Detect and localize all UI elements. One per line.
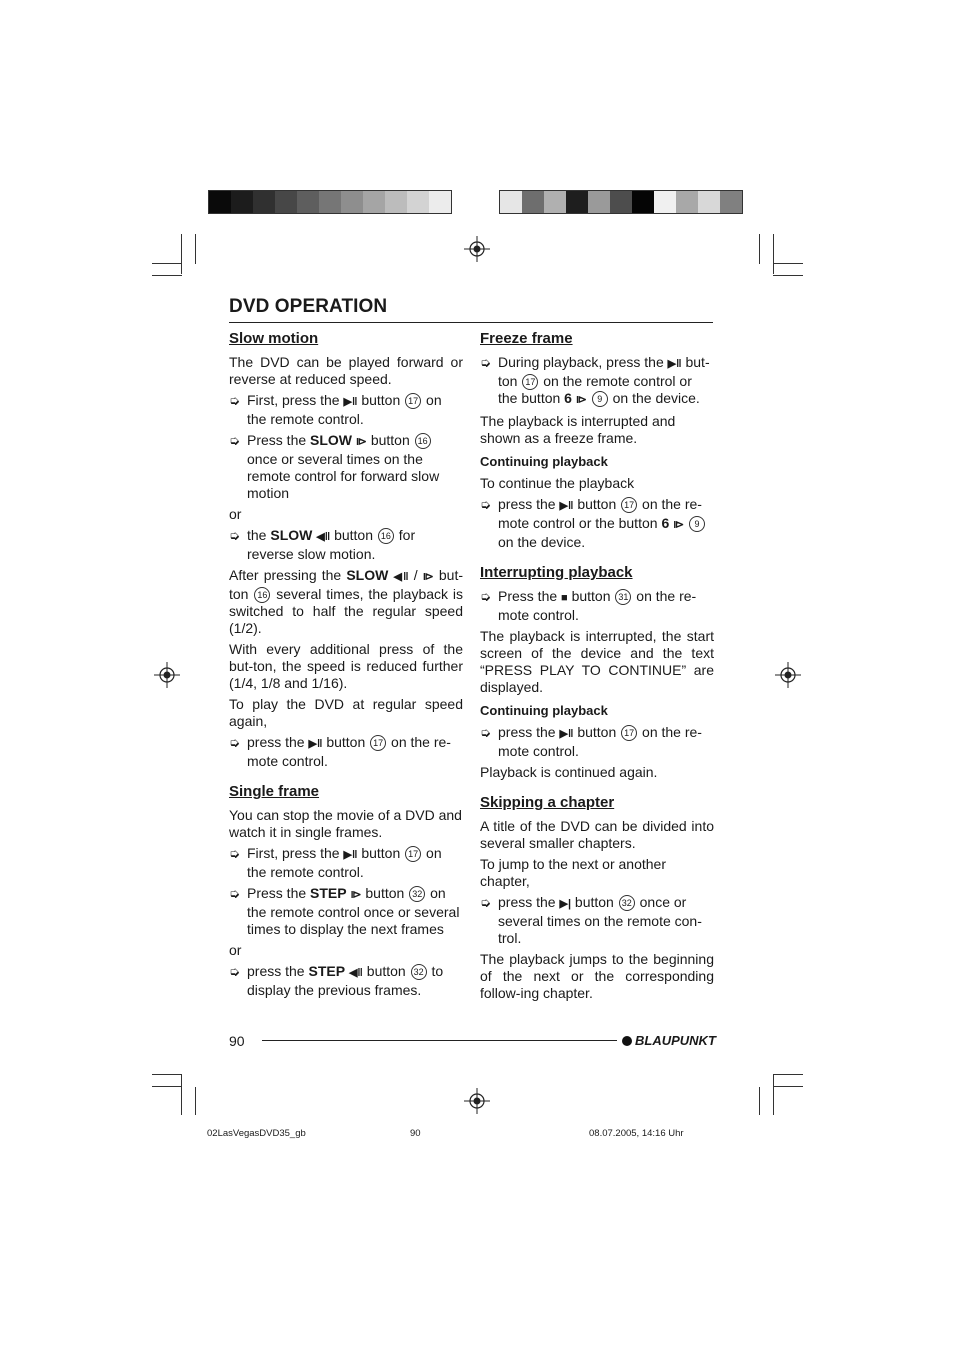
play-pause-icon: ▶‖	[343, 849, 358, 861]
hand-arrow-icon: ➭	[229, 393, 240, 408]
color-swatch	[341, 191, 363, 213]
sub-heading: Continuing playback	[480, 454, 608, 469]
crop-mark	[773, 234, 774, 274]
color-swatch	[500, 191, 522, 213]
hand-arrow-icon: ➭	[480, 355, 491, 370]
item-text: button	[577, 724, 617, 740]
color-swatch	[522, 191, 544, 213]
section-heading-single-frame: Single frame	[229, 783, 320, 800]
item-text: button	[366, 963, 406, 979]
paragraph: You can stop the movie of a DVD and watch it in single frames.	[229, 807, 462, 840]
paragraph: To play the DVD at regular speed again,	[229, 696, 463, 729]
play-pause-icon: ▶‖	[667, 358, 682, 370]
item-text: on the device.	[612, 390, 700, 406]
para-text: several times, the playback is switched to half the regular speed (1/2).	[229, 586, 464, 636]
hand-arrow-icon: ➭	[229, 886, 240, 901]
item-text: on the re-mote control.	[498, 588, 697, 623]
color-swatch	[429, 191, 451, 213]
list-item	[229, 963, 463, 999]
button-number: 9	[592, 391, 608, 407]
item-text: but-ton	[498, 354, 710, 389]
color-swatch	[319, 191, 341, 213]
item-text: the	[247, 527, 267, 543]
crop-mark	[152, 1074, 182, 1075]
brand-dot-icon	[622, 1036, 632, 1046]
print-page-number: 90	[410, 1128, 421, 1139]
skip-next-icon: ▶|	[559, 898, 572, 910]
crop-mark	[759, 234, 760, 264]
hand-arrow-icon: ➭	[229, 964, 240, 979]
color-swatch	[588, 191, 610, 213]
list-item	[480, 724, 714, 760]
color-swatch	[610, 191, 632, 213]
hand-arrow-icon: ➭	[480, 725, 491, 740]
section-heading-freeze-frame: Freeze frame	[480, 330, 573, 347]
color-swatch	[544, 191, 566, 213]
registration-mark-icon	[464, 1088, 490, 1114]
key-label: STEP	[308, 963, 346, 979]
crop-mark	[773, 263, 803, 264]
color-swatch	[253, 191, 275, 213]
button-number: 32	[619, 895, 635, 911]
section-heading-skipping-chapter: Skipping a chapter	[480, 794, 615, 811]
slow-forward-icon: ⧐	[350, 889, 362, 901]
button-number: 9	[689, 516, 705, 532]
paragraph: The DVD can be played forward or reverse at reduced speed.	[229, 354, 463, 387]
color-swatch	[720, 191, 742, 213]
button-number: 16	[378, 528, 394, 544]
item-text: button	[365, 885, 405, 901]
paragraph: The playback is interrupted and shown as a freeze frame.	[480, 413, 676, 446]
print-date: 08.07.2005, 14:16 Uhr	[589, 1128, 684, 1139]
color-bar-left	[208, 190, 452, 214]
paragraph	[229, 567, 463, 637]
crop-mark	[195, 234, 196, 264]
list-item	[229, 845, 463, 881]
item-text: for reverse slow motion.	[247, 527, 416, 562]
or-text: or	[229, 506, 242, 522]
para-text: /	[413, 567, 418, 583]
button-number: 17	[621, 497, 637, 513]
page-number: 90	[229, 1033, 245, 1049]
item-text: button	[370, 432, 410, 448]
list-item	[480, 354, 714, 409]
play-pause-icon: ▶‖	[559, 500, 574, 512]
item-text: button	[571, 588, 611, 604]
item-text: button	[577, 496, 617, 512]
footer-rule	[262, 1040, 617, 1041]
item-text: once or several times on the remote con-trol.	[498, 894, 702, 946]
item-text: on the remote control.	[247, 392, 442, 427]
sub-heading: Continuing playback	[480, 703, 608, 718]
color-bar-right	[499, 190, 743, 214]
color-swatch	[566, 191, 588, 213]
item-text: on the re-mote control or the button	[498, 496, 702, 531]
color-swatch	[632, 191, 654, 213]
print-file-name: 02LasVegasDVD35_gb	[207, 1128, 306, 1139]
color-swatch	[407, 191, 429, 213]
paragraph: With every additional press of the but-ton, the speed is reduced further (1/4, 1/8 and 1/16).	[229, 641, 463, 691]
button-number: 17	[405, 393, 421, 409]
crop-mark	[773, 1074, 803, 1075]
crop-mark	[195, 1087, 196, 1115]
item-text: Press the	[498, 588, 558, 604]
registration-mark-icon	[464, 236, 490, 262]
page-title: DVD OPERATION	[229, 296, 388, 317]
list-item	[229, 885, 463, 938]
list-item	[480, 894, 714, 947]
brand-logo	[622, 1033, 716, 1048]
para-text: but-ton	[229, 567, 464, 602]
button-number: 17	[621, 725, 637, 741]
item-text: on the remote control or the button	[498, 373, 692, 406]
color-swatch	[654, 191, 676, 213]
item-text: press the	[498, 894, 556, 910]
color-swatch	[209, 191, 231, 213]
color-swatch	[297, 191, 319, 213]
right-column	[480, 329, 714, 1006]
slow-forward-icon: ⧐	[422, 571, 434, 583]
item-text: button	[361, 392, 401, 408]
left-column	[229, 329, 463, 1003]
color-swatch	[275, 191, 297, 213]
color-swatch	[385, 191, 407, 213]
color-swatch	[363, 191, 385, 213]
slow-reverse-icon: ◀‖	[316, 531, 331, 543]
crop-mark	[152, 263, 182, 264]
key-label: STEP	[310, 885, 347, 901]
item-text: First, press the	[247, 392, 340, 408]
item-text: on the device.	[498, 534, 586, 550]
crop-mark	[773, 1075, 774, 1115]
list-item	[229, 734, 463, 770]
slow-reverse-icon: ◀‖	[348, 967, 363, 979]
title-rule	[229, 322, 713, 323]
crop-mark	[181, 234, 182, 274]
item-text: on the re-mote control.	[247, 734, 451, 769]
hand-arrow-icon: ➭	[480, 895, 491, 910]
slow-forward-icon: ⧐	[355, 436, 367, 448]
slow-forward-icon: ⧐	[575, 394, 587, 406]
button-number: 32	[409, 886, 425, 902]
color-swatch	[231, 191, 253, 213]
stop-icon: ■	[561, 592, 568, 604]
crop-mark	[773, 275, 803, 276]
list-item	[480, 588, 714, 624]
list-item	[229, 527, 463, 563]
crop-mark	[181, 1075, 182, 1115]
paragraph: A title of the DVD can be divided into several smaller chapters.	[480, 818, 714, 851]
button-number: 17	[405, 846, 421, 862]
item-text: Press the	[247, 885, 307, 901]
list-item	[229, 392, 463, 428]
button-number: 32	[411, 964, 427, 980]
item-text: Press the	[247, 432, 307, 448]
item-text: press the	[498, 724, 556, 740]
item-text: on the remote control.	[247, 845, 442, 880]
item-text: press the	[498, 496, 556, 512]
item-text: First, press the	[247, 845, 340, 861]
brand-name: BLAUPUNKT	[635, 1033, 716, 1048]
color-swatch	[698, 191, 720, 213]
registration-mark-icon	[154, 662, 180, 688]
item-text: to display the previous frames.	[247, 963, 444, 998]
paragraph: To jump to the next or another chapter,	[480, 856, 666, 889]
paragraph: To continue the playback	[480, 475, 635, 491]
crop-mark	[152, 275, 182, 276]
item-text: once or several times on the remote control for forward slow motion	[247, 451, 440, 501]
button-number: 17	[522, 374, 538, 390]
play-pause-icon: ▶‖	[343, 396, 358, 408]
item-text: During playback, press the	[498, 354, 664, 370]
hand-arrow-icon: ➭	[480, 497, 491, 512]
key-label: SLOW	[270, 527, 313, 543]
button-number: 16	[254, 587, 270, 603]
item-text: button	[361, 845, 401, 861]
paragraph: The playback is interrupted, the start screen of the device and the text “PRESS PLAY TO CONTINUE” are displayed.	[480, 628, 714, 695]
or-text: or	[229, 942, 242, 958]
crop-mark	[152, 1086, 182, 1087]
section-heading-interrupting-playback: Interrupting playback	[480, 564, 633, 581]
list-item	[229, 432, 463, 502]
section-heading-slow-motion: Slow motion	[229, 330, 319, 347]
play-pause-icon: ▶‖	[308, 738, 323, 750]
paragraph: Playback is continued again.	[480, 764, 658, 780]
play-pause-icon: ▶‖	[559, 728, 574, 740]
hand-arrow-icon: ➭	[480, 589, 491, 604]
item-text: on the remote control once or several times to display the next frames	[247, 885, 460, 937]
item-text: button	[326, 734, 366, 750]
button-number: 17	[370, 735, 386, 751]
key-label: 6	[661, 515, 670, 531]
list-item	[480, 496, 714, 551]
hand-arrow-icon: ➭	[229, 433, 240, 448]
hand-arrow-icon: ➭	[229, 735, 240, 750]
item-text: button	[334, 527, 374, 543]
registration-mark-icon	[775, 662, 801, 688]
color-swatch	[676, 191, 698, 213]
para-text: After pressing the	[229, 567, 342, 583]
key-label: SLOW	[346, 567, 389, 583]
item-text: press the	[247, 963, 305, 979]
slow-forward-icon: ⧐	[673, 519, 685, 531]
crop-mark	[773, 1086, 803, 1087]
item-text: button	[574, 894, 614, 910]
hand-arrow-icon: ➭	[229, 528, 240, 543]
button-number: 31	[615, 589, 631, 605]
button-number: 16	[415, 433, 431, 449]
crop-mark	[759, 1087, 760, 1115]
paragraph: The playback jumps to the beginning of the next or the corresponding follow-ing chapter.	[480, 951, 714, 1001]
key-label: SLOW	[310, 432, 353, 448]
hand-arrow-icon: ➭	[229, 846, 240, 861]
key-label: 6	[564, 390, 572, 406]
item-text: press the	[247, 734, 305, 750]
slow-reverse-icon: ◀‖	[393, 571, 409, 583]
item-text: on the re-mote control.	[498, 724, 702, 759]
